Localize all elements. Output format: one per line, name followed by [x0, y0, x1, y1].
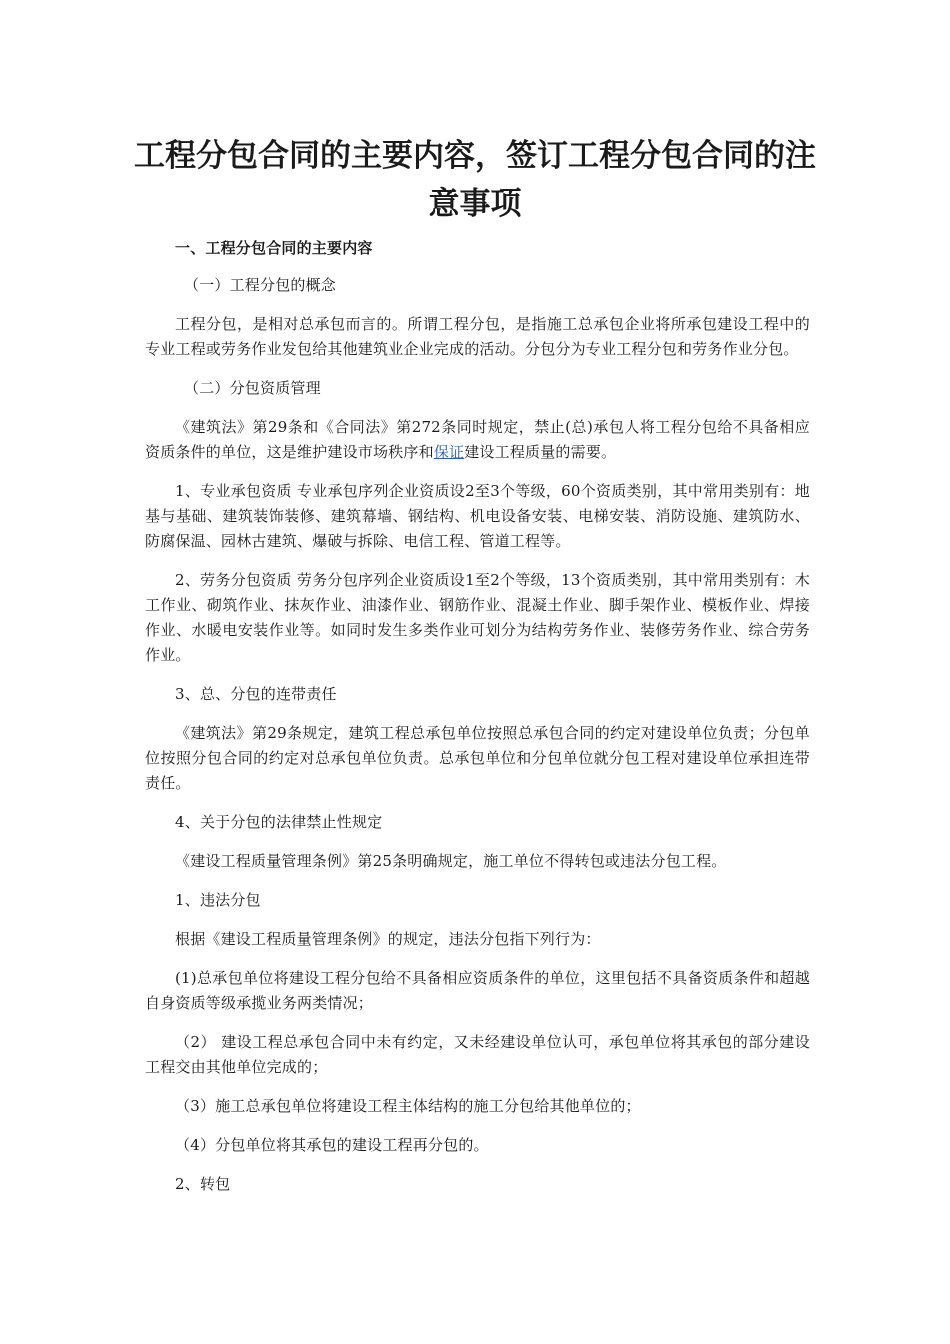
item-heading-joint-liability: 3、总、分包的连带责任 — [175, 685, 337, 703]
guarantee-link[interactable]: 保证 — [433, 443, 465, 461]
subsection-heading-concept: （一）工程分包的概念 — [184, 276, 337, 294]
item-heading-illegal-subcontract: 1、违法分包 — [175, 891, 261, 909]
paragraph-text-before-link: 《建筑法》第29条和《合同法》第272条同时规定，禁止(总)承包人将工程分包给不具备相应资质条件的单位，这是维护建设市场秩序和 — [145, 418, 810, 461]
paragraph-joint-liability: 《建筑法》第29条规定，建筑工程总承包单位按照总承包合同的约定对建设单位负责；分包单位按照分包合同的约定对总承包单位负责。总承包单位和分包单位就分包工程对建设单位承担连带责任。 — [145, 724, 810, 792]
list-item-illegal-4: （4）分包单位将其承包的建设工程再分包的。 — [175, 1136, 489, 1154]
paragraph-professional-qualification: 1、专业承包资质 专业承包序列企业资质设2至3个等级，60个资质类别，其中常用类别有：地基与基础、建筑装饰装修、建筑幕墙、钢结构、机电设备安装、电梯安装、消防设施、建筑防水、防腐保温、园林古建筑、爆破与拆除、电信工程、管道工程等。 — [145, 482, 810, 550]
paragraph-labor-qualification: 2、劳务分包资质 劳务分包序列企业资质设1至2个等级，13个资质类别，其中常用类别有：木工作业、砌筑作业、抹灰作业、油漆作业、钢筋作业、混凝土作业、脚手架作业、模板作业、焊接作业、水暖电安装作业等。如同时发生多类作业可划分为结构劳务作业、装修劳务作业、综合劳务作业。 — [145, 571, 810, 664]
section-heading-1: 一、工程分包合同的主要内容 — [175, 239, 373, 257]
paragraph-subcontract-definition: 工程分包，是相对总承包而言的。所谓工程分包，是指施工总承包企业将所承包建设工程中的专业工程或劳务作业发包给其他建筑业企业完成的活动。分包分为专业工程分包和劳务作业分包。 — [145, 315, 810, 358]
list-item-illegal-2: （2） 建设工程总承包合同中未有约定，又未经建设单位认可，承包单位将其承包的部分建设工程交由其他单位完成的； — [145, 1033, 810, 1076]
subsection-heading-qualification: （二）分包资质管理 — [184, 379, 321, 397]
document-title: 工程分包合同的主要内容，签订工程分包合同的注意事项 — [134, 138, 816, 222]
paragraph-illegal-subcontract-intro: 根据《建设工程质量管理条例》的规定，违法分包指下列行为： — [175, 930, 601, 948]
item-heading-transfer: 2、转包 — [175, 1175, 231, 1193]
item-heading-prohibitions: 4、关于分包的法律禁止性规定 — [175, 813, 383, 831]
document-body — [145, 236, 810, 1211]
paragraph-construction-law — [145, 415, 810, 465]
list-item-illegal-3: （3）施工总承包单位将建设工程主体结构的施工分包给其他单位的； — [175, 1097, 641, 1115]
paragraph-text-after-link: 建设工程质量的需要。 — [464, 443, 617, 461]
list-item-illegal-1: (1)总承包单位将建设工程分包给不具备相应资质条件的单位，这里包括不具备资质条件和超越自身资质等级承揽业务两类情况； — [145, 969, 810, 1012]
paragraph-quality-regulation: 《建设工程质量管理条例》第25条明确规定，施工单位不得转包或违法分包工程。 — [175, 852, 727, 870]
